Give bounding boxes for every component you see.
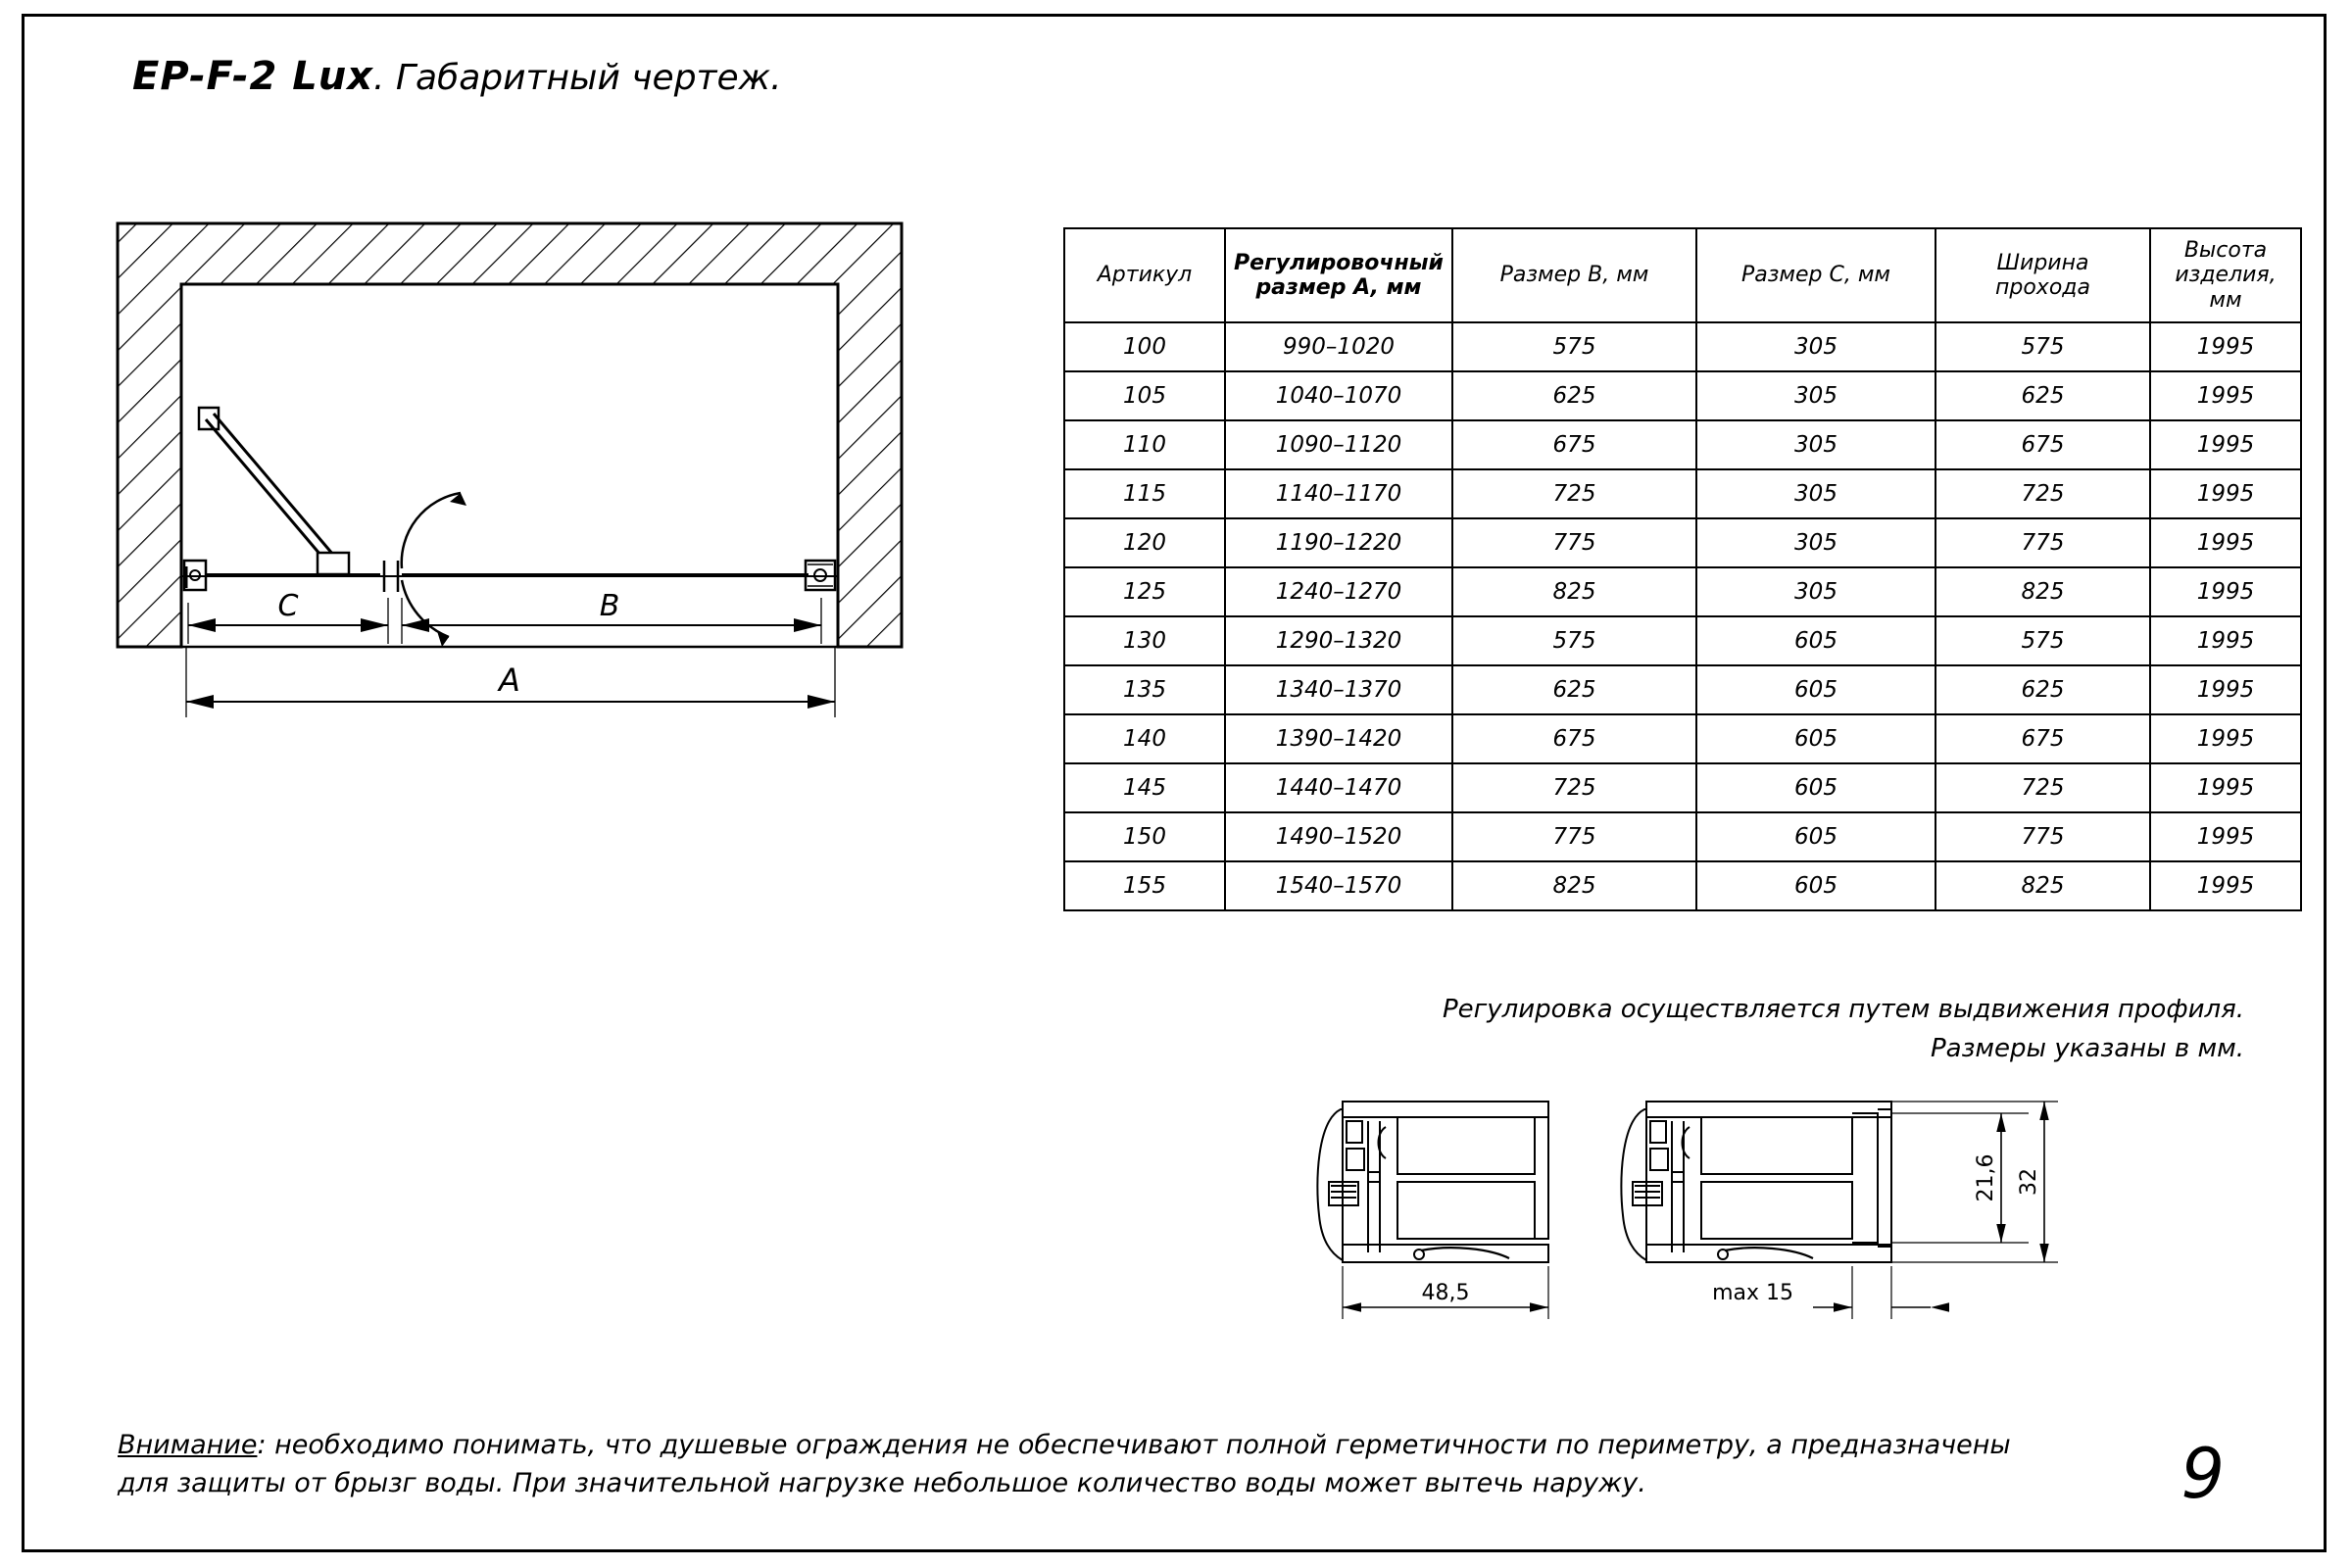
table-cell: 625: [1936, 665, 2150, 714]
table-cell: 1995: [2150, 763, 2301, 812]
table-cell: 1995: [2150, 322, 2301, 371]
col-header-size-b: Размер B, мм: [1452, 228, 1696, 322]
table-cell: 625: [1452, 665, 1696, 714]
page-title: [132, 54, 782, 99]
table-row: [1064, 763, 2301, 812]
table-cell: 825: [1452, 861, 1696, 910]
dim-21-6-label: 21,6: [1974, 1153, 1998, 1202]
table-cell: 1240–1270: [1225, 567, 1452, 616]
table-cell: 605: [1696, 763, 1936, 812]
table-cell: 825: [1936, 567, 2150, 616]
warning-label: Внимание: [118, 1430, 258, 1460]
title-subtitle: . Габаритный чертеж.: [373, 58, 782, 98]
col-header-size-c: Размер C, мм: [1696, 228, 1936, 322]
table-cell: 305: [1696, 567, 1936, 616]
note-line-2: Размеры указаны в мм.: [1931, 1034, 2244, 1064]
svg-text:B: B: [599, 589, 620, 623]
table-cell: 1190–1220: [1225, 518, 1452, 567]
table-cell: 675: [1936, 420, 2150, 469]
table-cell: 575: [1936, 322, 2150, 371]
table-cell: 140: [1064, 714, 1225, 763]
table-cell: 115: [1064, 469, 1225, 518]
table-cell: 605: [1696, 616, 1936, 665]
dimension-drawing: [108, 216, 1039, 902]
table-row: [1064, 371, 2301, 420]
dim-48-5-label: 48,5: [1421, 1281, 1470, 1305]
table-cell: 725: [1936, 763, 2150, 812]
table-cell: 675: [1452, 420, 1696, 469]
table-cell: 725: [1452, 763, 1696, 812]
table-cell: 105: [1064, 371, 1225, 420]
table-cell: 1540–1570: [1225, 861, 1452, 910]
table-cell: 1995: [2150, 861, 2301, 910]
table-cell: 625: [1936, 371, 2150, 420]
dimension-a: [186, 647, 835, 717]
table-row: [1064, 518, 2301, 567]
table-cell: 1390–1420: [1225, 714, 1452, 763]
profile-section-left: [1317, 1102, 1548, 1262]
table-cell: 1995: [2150, 420, 2301, 469]
col-header-size-a: Регулировочный размер A, мм: [1225, 228, 1452, 322]
dim-32-label: 32: [2017, 1168, 2041, 1196]
table-cell: 1490–1520: [1225, 812, 1452, 861]
col-header-height: Высота изделия, мм: [2150, 228, 2301, 322]
table-cell: 1995: [2150, 567, 2301, 616]
table-cell: 675: [1936, 714, 2150, 763]
table-cell: 110: [1064, 420, 1225, 469]
table-cell: 605: [1696, 665, 1936, 714]
table-cell: 1140–1170: [1225, 469, 1452, 518]
table-cell: 1040–1070: [1225, 371, 1452, 420]
table-cell: 990–1020: [1225, 322, 1452, 371]
table-cell: 605: [1696, 812, 1936, 861]
table-cell: 130: [1064, 616, 1225, 665]
table-cell: 775: [1936, 812, 2150, 861]
profile-section-right: [1621, 1102, 1891, 1262]
svg-text:A: A: [499, 662, 520, 699]
table-header-row: [1064, 228, 2301, 322]
specification-table: [1063, 227, 2302, 911]
table-cell: 1995: [2150, 812, 2301, 861]
profile-sections: [1303, 1088, 2107, 1401]
page-number: 9: [2180, 1434, 2225, 1514]
table-cell: 1995: [2150, 518, 2301, 567]
table-cell: 725: [1936, 469, 2150, 518]
table-row: [1064, 469, 2301, 518]
warning-line-2: для защиты от брызг воды. При значительной нагрузке небольшое количество воды может вытечь наружу.: [118, 1468, 1646, 1499]
table-row: [1064, 616, 2301, 665]
table-row: [1064, 567, 2301, 616]
warning-note: [118, 1426, 2136, 1502]
table-cell: 135: [1064, 665, 1225, 714]
note-line-1: Регулировка осуществляется путем выдвижения профиля.: [1442, 995, 2244, 1024]
table-cell: 1995: [2150, 616, 2301, 665]
table-cell: 120: [1064, 518, 1225, 567]
table-cell: 575: [1452, 616, 1696, 665]
table-cell: 675: [1452, 714, 1696, 763]
table-cell: 825: [1452, 567, 1696, 616]
table-row: [1064, 714, 2301, 763]
wall-hatch: [118, 223, 902, 647]
table-cell: 1995: [2150, 371, 2301, 420]
table-cell: 575: [1936, 616, 2150, 665]
table-cell: 100: [1064, 322, 1225, 371]
dimension-heights: [1891, 1102, 2058, 1262]
dimension-b: [402, 589, 821, 644]
table-cell: 775: [1452, 812, 1696, 861]
table-cell: 305: [1696, 371, 1936, 420]
product-code: EP-F-2 Lux: [132, 54, 373, 99]
table-cell: 305: [1696, 469, 1936, 518]
table-cell: 625: [1452, 371, 1696, 420]
table-cell: 1995: [2150, 469, 2301, 518]
col-header-passage-width: Ширина прохода: [1936, 228, 2150, 322]
table-cell: 1995: [2150, 714, 2301, 763]
table-cell: 575: [1452, 322, 1696, 371]
adjustment-notes: [1063, 990, 2244, 1069]
table-cell: 725: [1452, 469, 1696, 518]
table-cell: 155: [1064, 861, 1225, 910]
table-row: [1064, 861, 2301, 910]
table-cell: 605: [1696, 861, 1936, 910]
dimension-48-5: [1343, 1266, 1548, 1319]
dimension-max-15: [1712, 1266, 1931, 1319]
table-row: [1064, 322, 2301, 371]
col-header-article: Артикул: [1064, 228, 1225, 322]
svg-text:C: C: [277, 589, 299, 623]
warning-line-1: : необходимо понимать, что душевые ограждения не обеспечивают полной герметичности по периметру, а предназначены: [257, 1430, 2011, 1460]
table-cell: 1090–1120: [1225, 420, 1452, 469]
table-row: [1064, 665, 2301, 714]
table-cell: 605: [1696, 714, 1936, 763]
table-cell: 1440–1470: [1225, 763, 1452, 812]
table-cell: 1995: [2150, 665, 2301, 714]
table-cell: 1340–1370: [1225, 665, 1452, 714]
table-cell: 305: [1696, 420, 1936, 469]
dimension-c: [188, 589, 388, 644]
table-cell: 305: [1696, 322, 1936, 371]
table-cell: 775: [1936, 518, 2150, 567]
table-cell: 305: [1696, 518, 1936, 567]
table-cell: 775: [1452, 518, 1696, 567]
table-cell: 150: [1064, 812, 1225, 861]
table-cell: 1290–1320: [1225, 616, 1452, 665]
table-row: [1064, 420, 2301, 469]
table-row: [1064, 812, 2301, 861]
dim-max-15-label: max 15: [1712, 1281, 1793, 1305]
table-cell: 125: [1064, 567, 1225, 616]
table-cell: 145: [1064, 763, 1225, 812]
table-cell: 825: [1936, 861, 2150, 910]
